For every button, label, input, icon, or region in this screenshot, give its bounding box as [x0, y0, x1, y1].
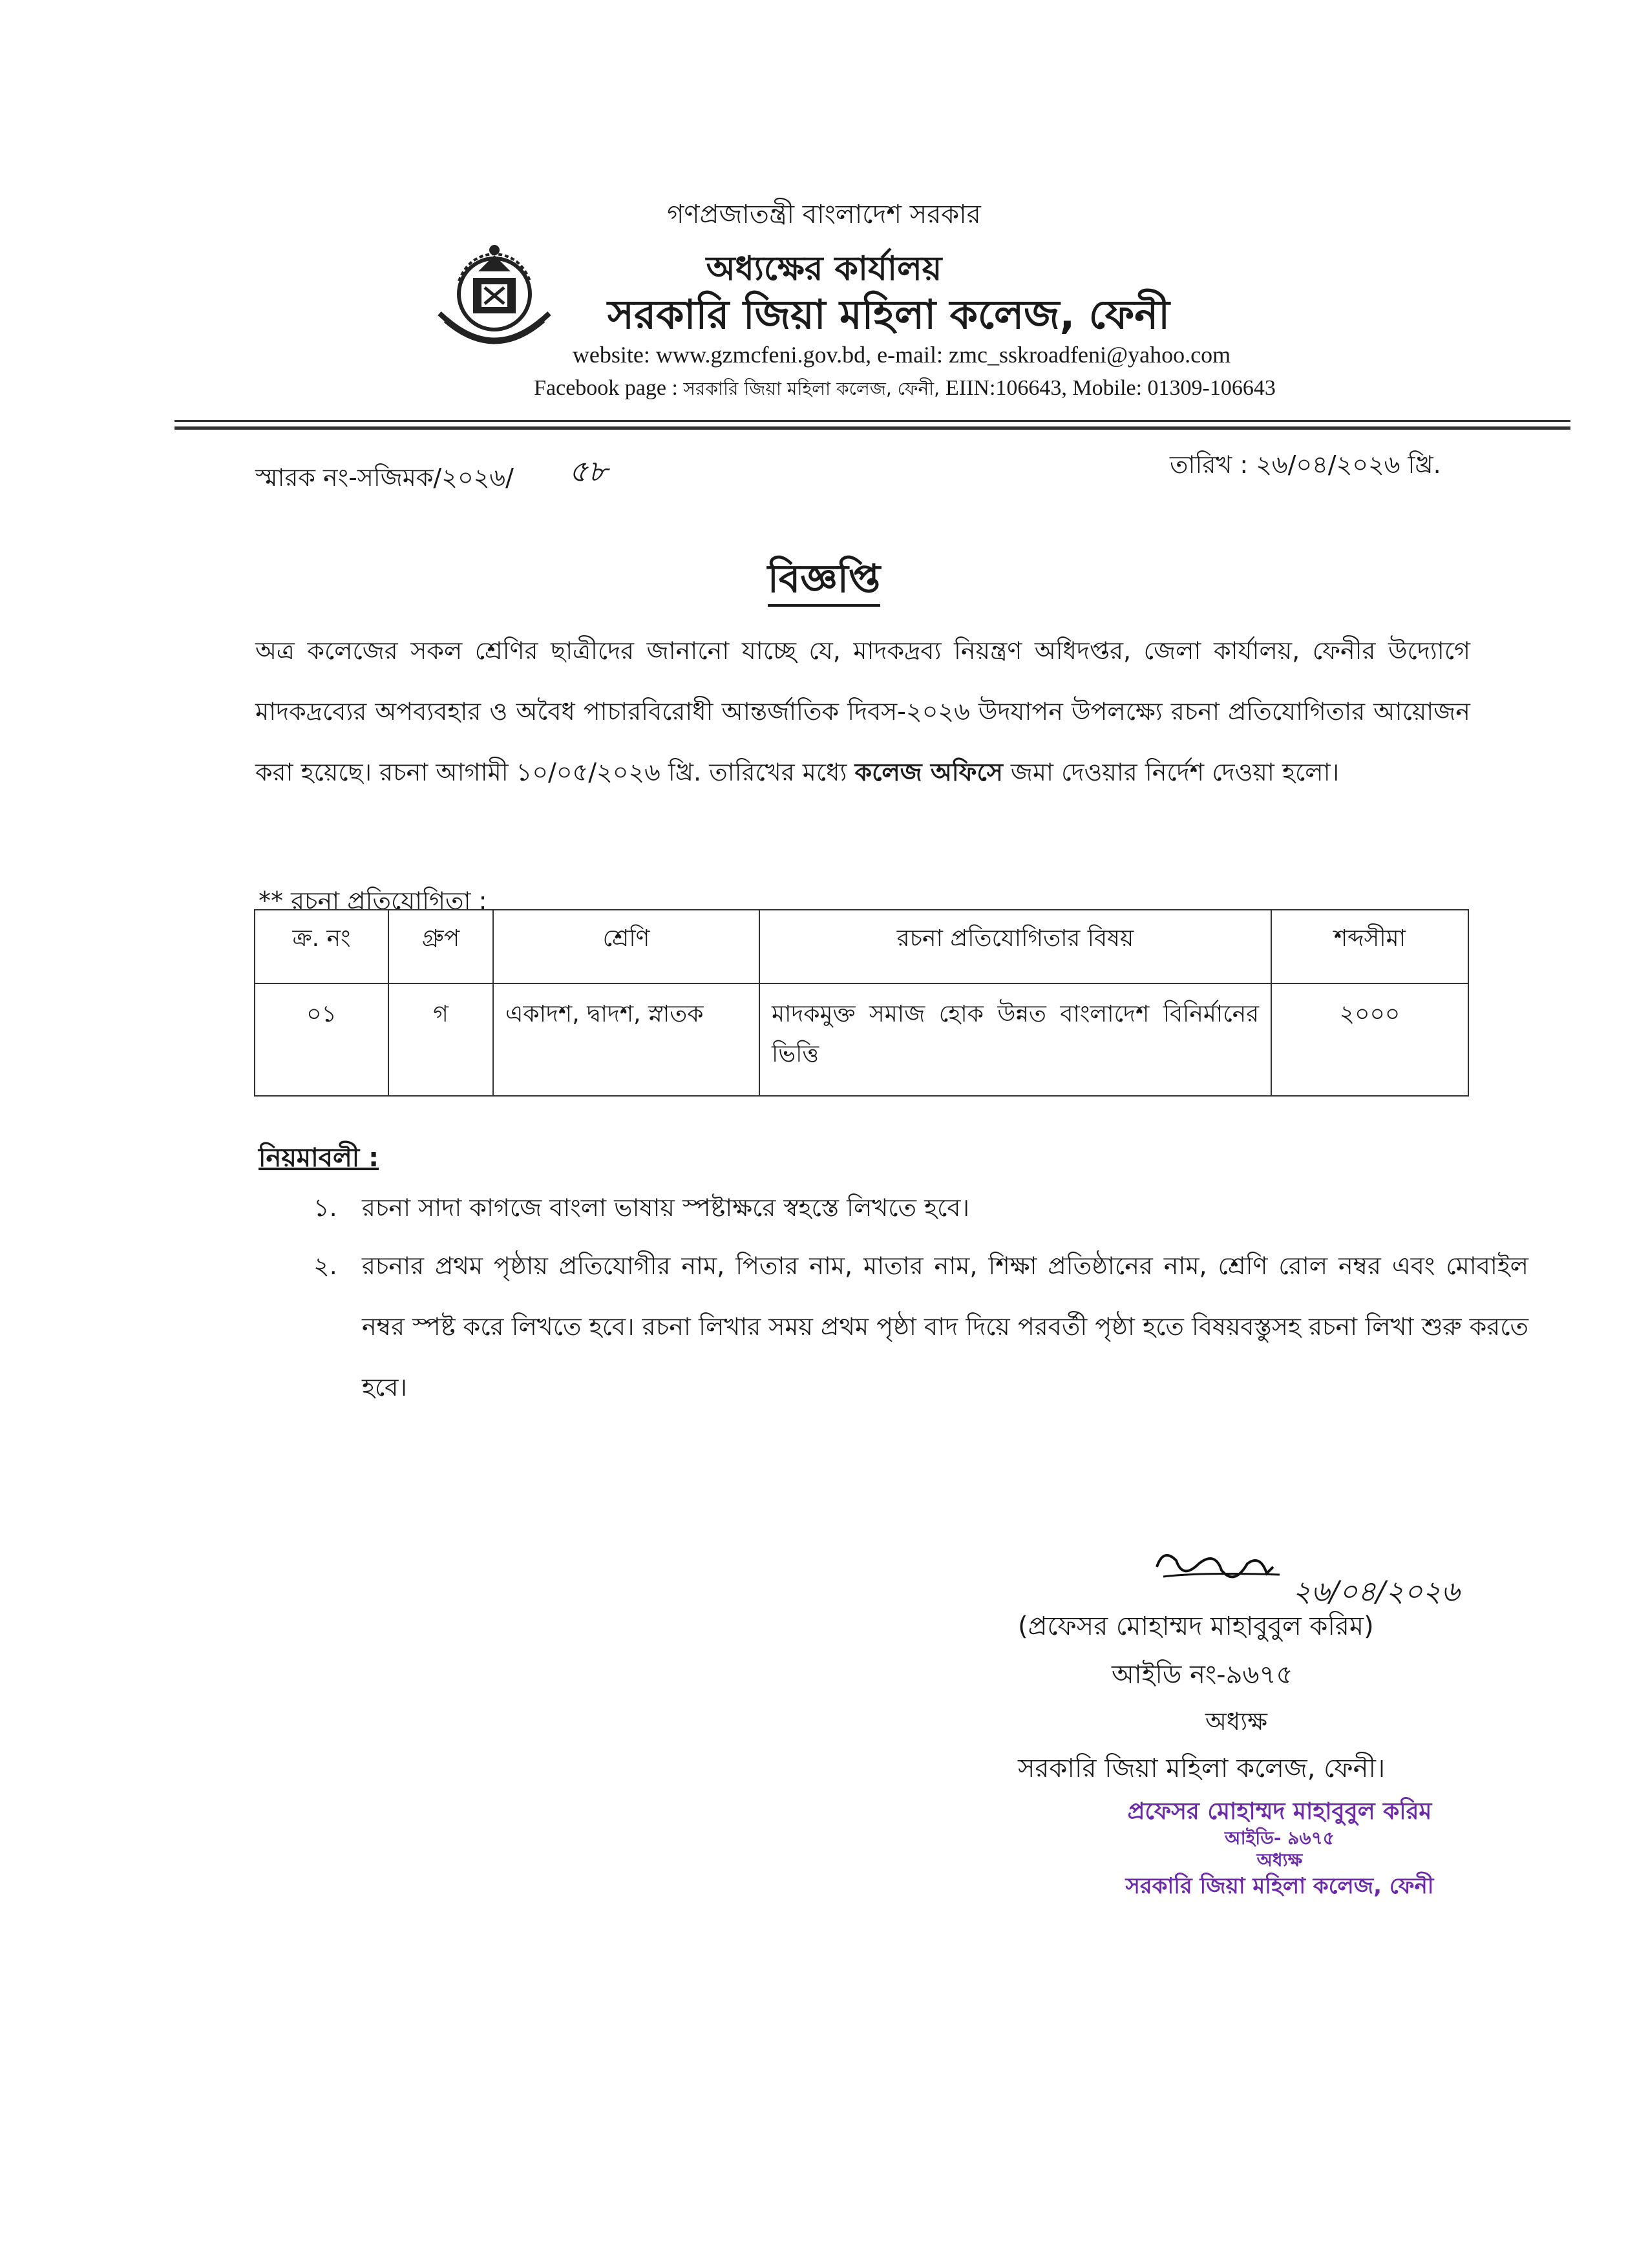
list-item-number: ১. — [313, 1193, 337, 1222]
cell-group: গ — [388, 983, 493, 1096]
eiin-mobile: EIIN:106643, Mobile: 01309-106643 — [945, 376, 1276, 400]
stamp-id: আইডি- ৯৬৭৫ — [1225, 1827, 1335, 1849]
college-name: সরকারি জিয়া মহিলা কলেজ, ফেনী — [607, 291, 1170, 338]
header-divider-thick — [174, 426, 1570, 430]
cell-word-limit: ২০০০ — [1271, 983, 1468, 1096]
facebook-line — [452, 375, 1357, 405]
notice-body: অত্র কলেজের সকল শ্রেণির ছাত্রীদের জানানো যাচ্ছে যে, মাদকদ্রব্য নিয়ন্ত্রণ অধিদপ্তর, জেলা কার্যালয়, ফেনীর উদ্যোগে মাদকদ্রব্যের অপব্যবহার ও অবৈধ পাচারবিরোধী আন্তর্জাতিক দিবস-২০২৬ উদযাপন উপলক্ষ্যে রচনা প্রতিযোগিতার আয়োজন করা হয়েছে। রচনা আগামী ১০/০৫/২০২৬ খ্রি. তারিখের মধ্যে কলেজ অফিসে জমা দেওয়ার নির্দেশ দেওয়া হলো। — [255, 636, 1470, 786]
deadline-date: ১০/০৫/২০২৬ — [516, 758, 660, 786]
official-stamp — [1073, 1796, 1486, 1901]
memo-label: স্মারক নং-সজিমক/২০২৬/ — [255, 463, 514, 492]
signature-date: ২৬/০৪/২০২৬ — [1293, 1575, 1460, 1608]
list-item-number: ২. — [313, 1252, 337, 1280]
list-item-text: রচনার প্রথম পৃষ্ঠায় প্রতিযোগীর নাম, পিতার নাম, মাতার নাম, শিক্ষা প্রতিষ্ঠানের নাম, শ্রেণি রোল নম্বর এবং মোবাইল নম্বর স্পষ্ট করে লিখতে হবে। রচনা লিখার সময় প্রথম পৃষ্ঠা বাদ দিয়ে পরবর্তী পৃষ্ঠা হতে বিষয়বস্তুসহ রচনা লিখা শুরু করতে হবে। — [362, 1252, 1528, 1402]
office-line: অধ্যক্ষের কার্যালয় — [706, 249, 942, 288]
contact-line: website: www.gzmcfeni.gov.bd, e-mail: zmc_sskroadfeni@yahoo.com — [572, 342, 1231, 368]
table-row — [255, 983, 1468, 1096]
list-item-text: রচনা সাদা কাগজে বাংলা ভাষায় স্পষ্টাক্ষরে স্বহস্তে লিখতে হবে। — [362, 1193, 970, 1222]
cell-topic: মাদকমুক্ত সমাজ হোক উন্নত বাংলাদেশ বিনির্মানের ভিত্তি — [759, 983, 1271, 1096]
stamp-college: সরকারি জিয়া মহিলা কলেজ, ফেনী — [1125, 1873, 1434, 1899]
column-header: রচনা প্রতিযোগিতার বিষয় — [759, 910, 1271, 983]
list-item — [313, 1177, 1528, 1238]
competition-heading: ** রচনা প্রতিযোগিতা : — [259, 887, 487, 915]
facebook-value: সরকারি জিয়া মহিলা কলেজ, ফেনী, — [683, 378, 945, 399]
signatory-title: অধ্যক্ষ — [1205, 1707, 1268, 1736]
stamp-title: অধ্যক্ষ — [1256, 1849, 1303, 1871]
signatory-id: আইডি নং-৯৬৭৫ — [1112, 1660, 1293, 1690]
stamp-name: প্রফেসর মোহাম্মদ মাহাবুবুল করিম — [1127, 1798, 1432, 1825]
cell-serial: ০১ — [255, 983, 388, 1096]
office-location: কলেজ অফিসে — [854, 758, 1003, 786]
notice-title: বিজ্ঞপ্তি — [0, 549, 1648, 614]
column-header: শ্রেণি — [493, 910, 759, 983]
table-header-row — [255, 910, 1468, 983]
column-header: গ্রুপ — [388, 910, 493, 983]
memo-number: ৫৮ — [569, 454, 607, 488]
notice-date: তারিখ : ২৬/০৪/২০২৬ খ্রি. — [1170, 450, 1441, 479]
competition-table — [254, 909, 1469, 1097]
list-item — [313, 1235, 1528, 1423]
column-header: শব্দসীমা — [1271, 910, 1468, 983]
signatory-name: (প্রফেসর মোহাম্মদ মাহাবুবুল করিম) — [1018, 1612, 1374, 1641]
column-header: ক্র. নং — [255, 910, 388, 983]
government-line: গণপ্রজাতন্ত্রী বাংলাদেশ সরকার — [667, 200, 981, 229]
header-divider — [174, 420, 1570, 422]
rules-heading: নিয়মাবলী : — [259, 1143, 379, 1173]
facebook-label: Facebook page : — [534, 376, 684, 400]
cell-class: একাদশ, দ্বাদশ, স্নাতক — [493, 983, 759, 1096]
signatory-college: সরকারি জিয়া মহিলা কলেজ, ফেনী। — [1018, 1754, 1386, 1783]
